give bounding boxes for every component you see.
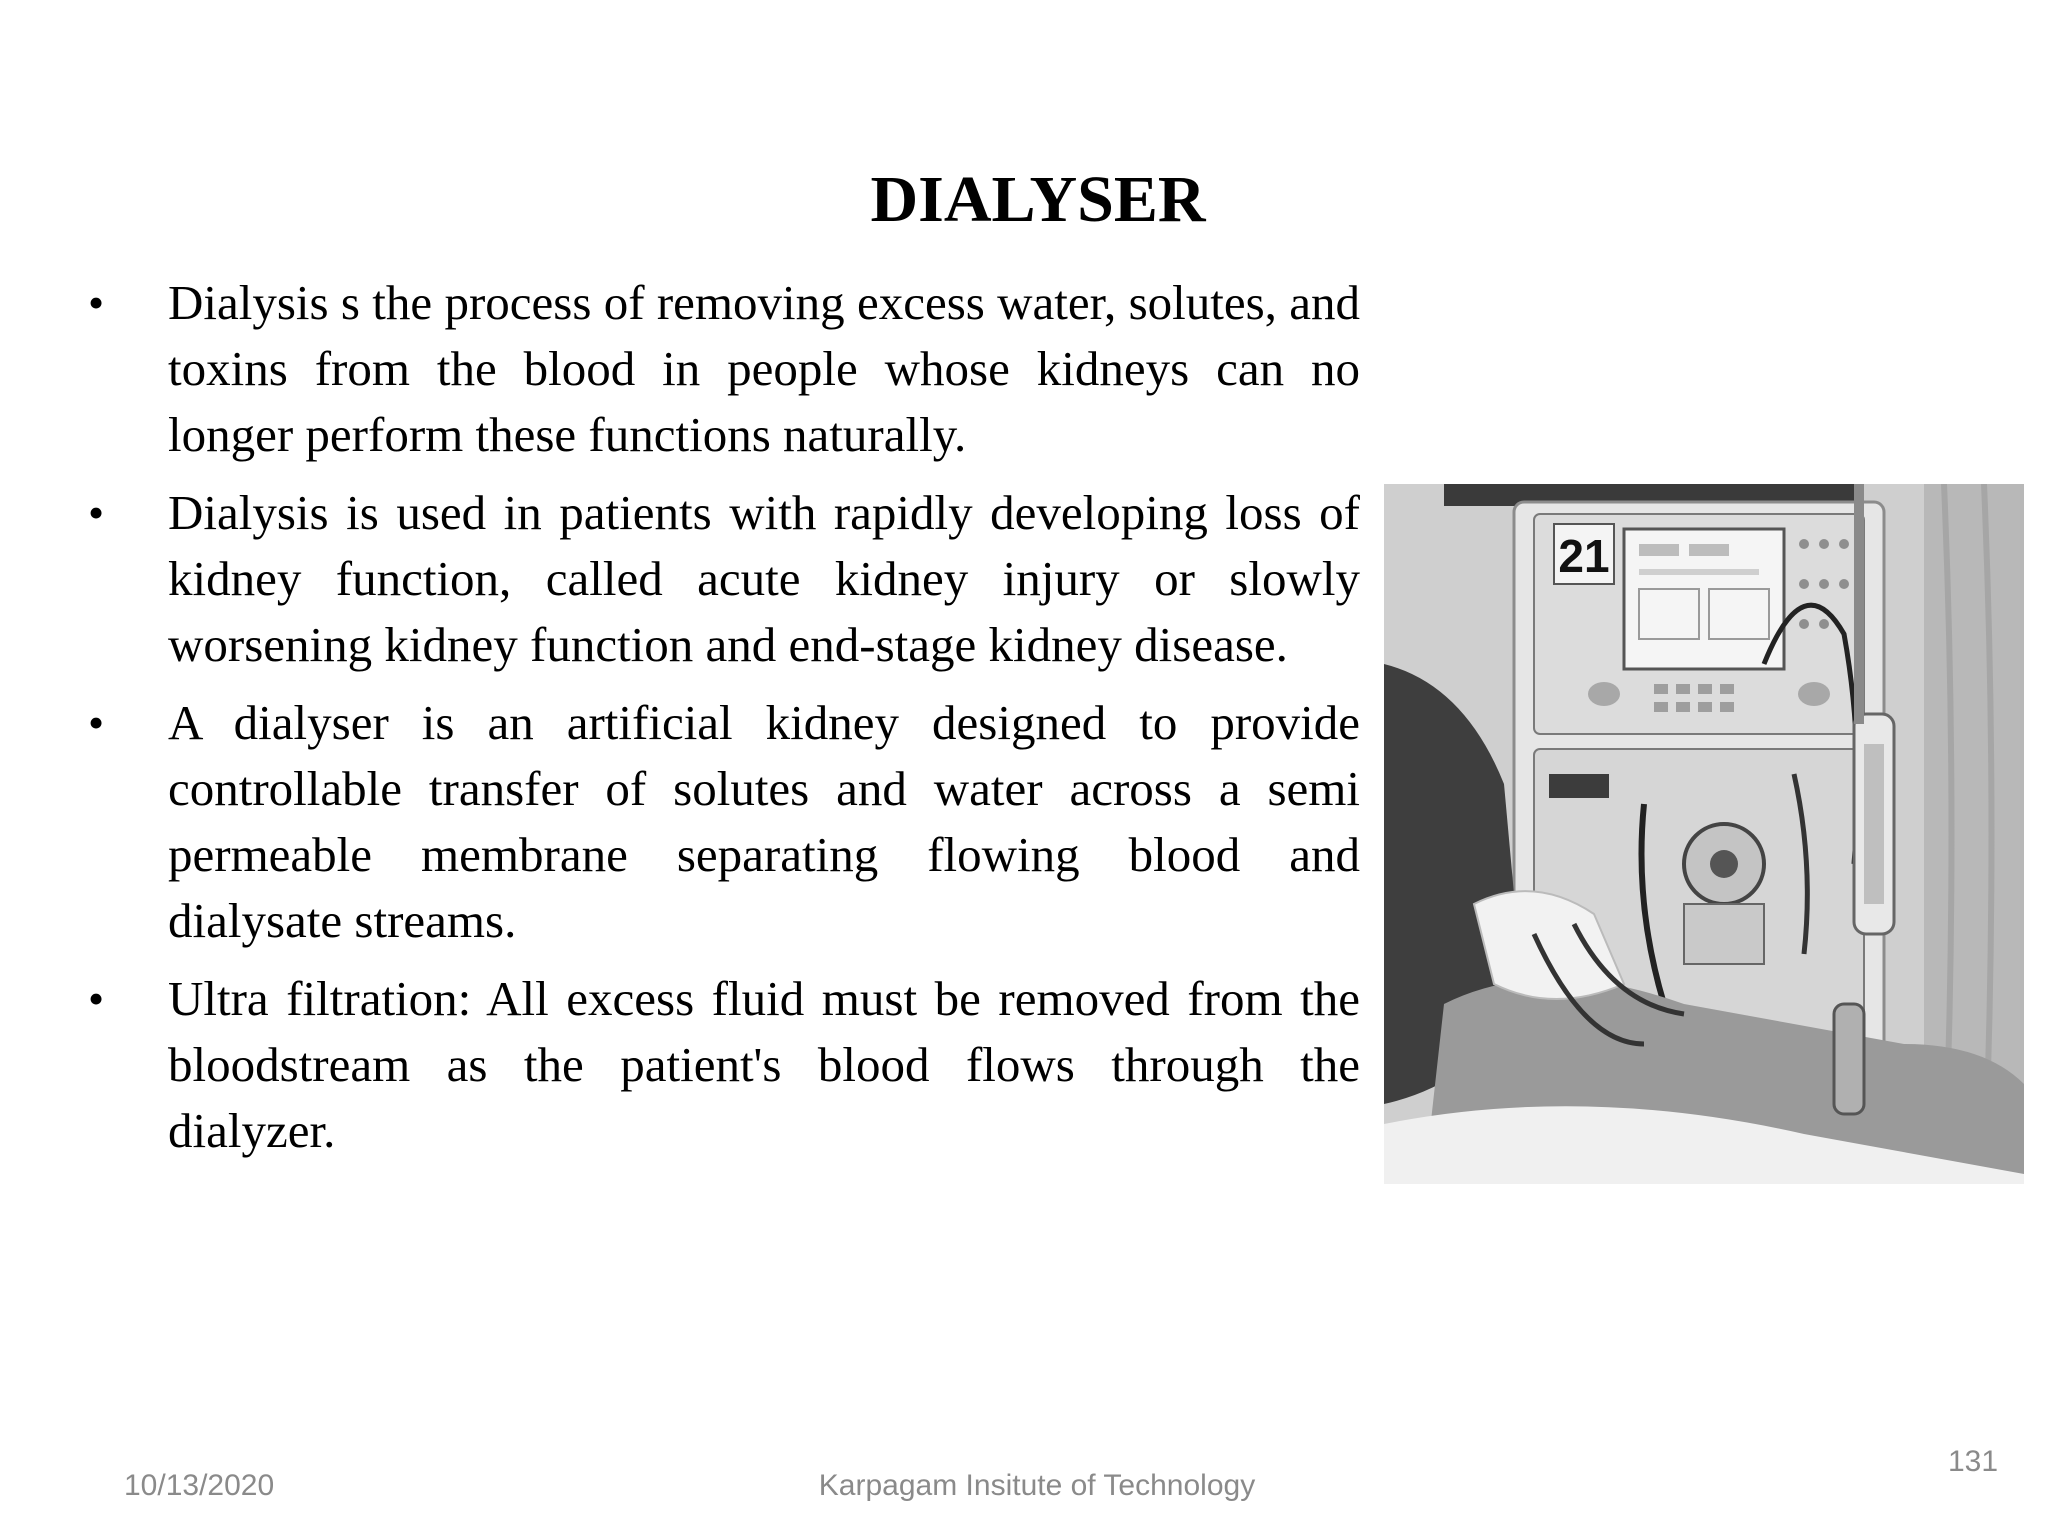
bullet-dot: • xyxy=(88,277,105,328)
slide-title: DIALYSER xyxy=(870,163,1206,236)
bullet-item xyxy=(84,966,1360,1164)
bullet-item xyxy=(84,480,1360,678)
footer-date: 10/13/2020 xyxy=(124,1469,275,1502)
dialysis-machine-illustration xyxy=(1384,484,2024,1184)
page-number: 131 xyxy=(1948,1445,1999,1478)
bullet-item xyxy=(84,270,1360,468)
bullet-dot: • xyxy=(88,487,105,538)
bullet-text: Ultra filtration: All excess fluid must be removed from the bloodstream as the patient's blood flows through the dialyzer. xyxy=(168,971,1360,1158)
bullet-dot: • xyxy=(88,697,105,748)
machine-number: 21 xyxy=(1558,530,1610,582)
bullet-text: A dialyser is an artificial kidney designed to provide controllable transfer of solutes and water across a semi permeable membrane separating flowing blood and dialysate streams. xyxy=(168,695,1360,948)
dialysis-machine-photo xyxy=(1384,484,2024,1184)
bullet-item xyxy=(84,690,1360,954)
bullet-text: Dialysis s the process of removing excess water, solutes, and toxins from the blood in people whose kidneys can no longer perform these functions naturally. xyxy=(168,275,1360,462)
bullet-text: Dialysis is used in patients with rapidly developing loss of kidney function, called acute kidney injury or slowly worsening kidney function and end-stage kidney disease. xyxy=(168,485,1360,672)
footer-institution: Karpagam Insitute of Technology xyxy=(818,1469,1256,1502)
bullet-dot: • xyxy=(88,973,105,1024)
bullet-list xyxy=(84,270,1360,1176)
